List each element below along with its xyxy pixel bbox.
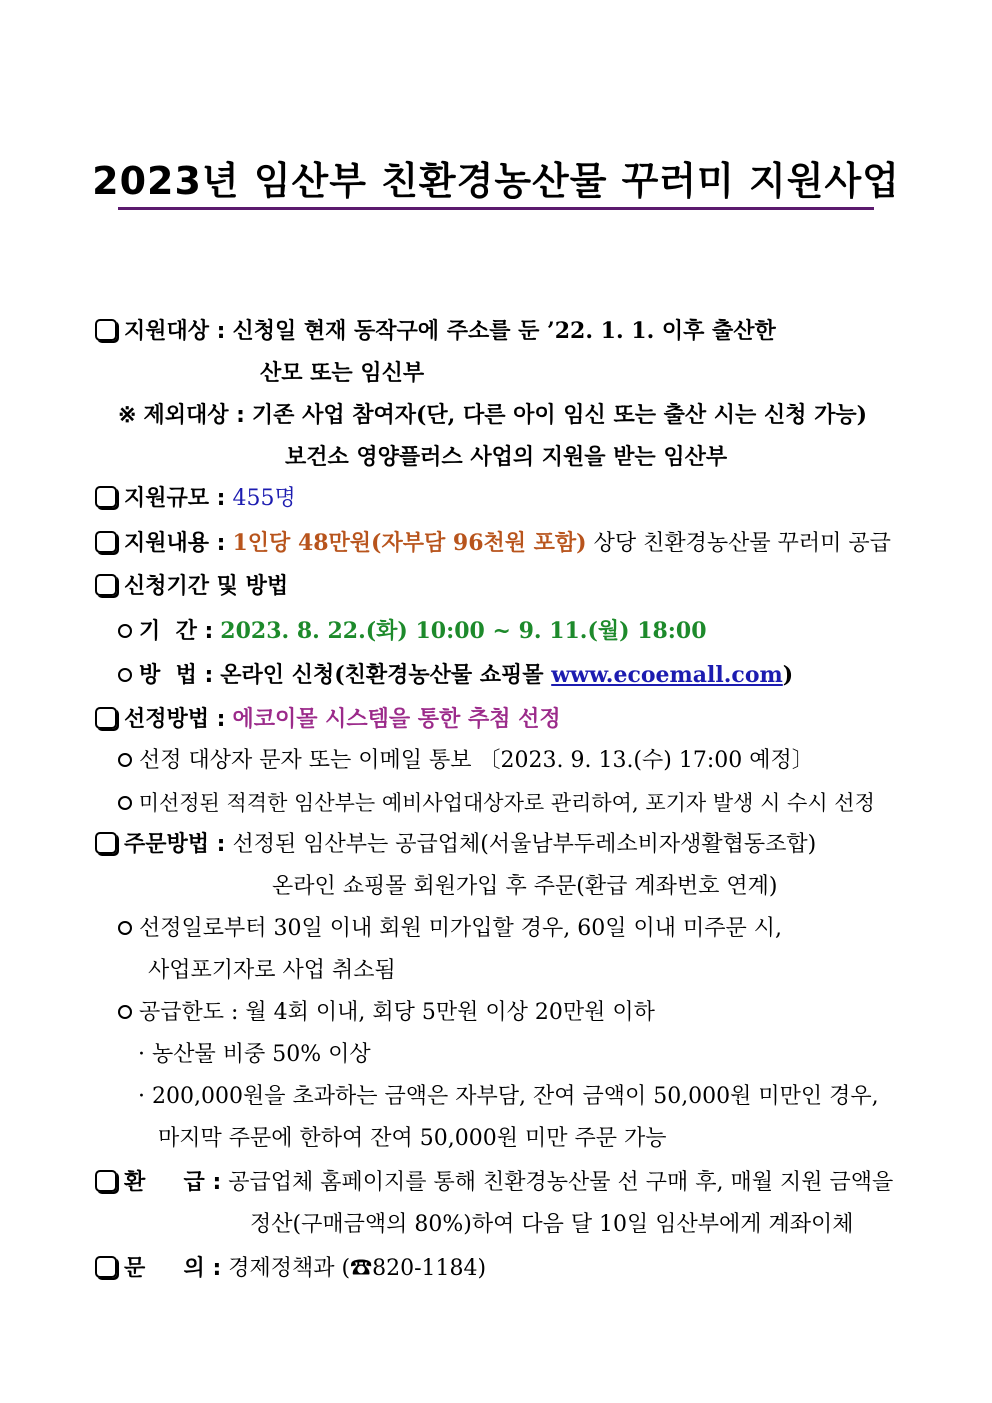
order-note2: 공급한도 : 월 4회 이내, 회당 5만원 이상 20만원 이하 bbox=[139, 1000, 655, 1025]
exclusion-row bbox=[118, 400, 867, 431]
apply-row bbox=[95, 572, 288, 602]
inquiry-value: 경제정책과 (☎820-1184) bbox=[228, 1256, 487, 1281]
target-line1: 신청일 현재 동작구에 주소를 둔 ’22. 1. 1. 이후 출산한 bbox=[232, 318, 776, 344]
checkbox-square-icon bbox=[95, 531, 117, 553]
circle-bullet-icon bbox=[118, 796, 132, 810]
order-dot1: · 농산물 비중 50% 이상 bbox=[138, 1042, 371, 1067]
selection-value: 에코이몰 시스템을 통한 추첨 선정 bbox=[232, 706, 561, 732]
order-label: 주문방법 : bbox=[124, 832, 226, 857]
title-underline bbox=[118, 207, 874, 210]
refund-row bbox=[95, 1168, 893, 1198]
refund-line2: 정산(구매금액의 80%)하여 다음 달 10일 임산부에게 계좌이체 bbox=[250, 1212, 854, 1237]
order-row bbox=[95, 830, 816, 860]
selection-row bbox=[95, 704, 561, 735]
content-highlight: 1인당 48만원(자부담 96천원 포함) bbox=[232, 530, 587, 556]
selection-note1-row bbox=[118, 746, 814, 776]
exclusion-label: 제외대상 : bbox=[143, 403, 245, 428]
order-dot2b: 마지막 주문에 한하여 잔여 50,000원 미만 주문 가능 bbox=[158, 1126, 667, 1151]
scale-row bbox=[95, 484, 296, 514]
circle-bullet-icon bbox=[118, 668, 132, 682]
order-line1: 선정된 임산부는 공급업체(서울남부두레소비자생활협동조합) bbox=[232, 832, 817, 857]
order-note2-row bbox=[118, 998, 655, 1028]
selection-note1: 선정 대상자 문자 또는 이메일 통보 〔2023. 9. 13.(수) 17:00 예정〕 bbox=[139, 748, 814, 773]
method-prefix: 온라인 신청(친환경농산물 쇼핑몰 bbox=[220, 662, 552, 688]
exclusion-line1: 기존 사업 참여자(단, 다른 아이 임신 또는 출산 시는 신청 가능) bbox=[251, 402, 868, 428]
circle-bullet-icon bbox=[118, 753, 132, 767]
selection-label: 선정방법 : bbox=[124, 707, 226, 732]
checkbox-square-icon bbox=[95, 574, 117, 596]
order-note1a: 선정일로부터 30일 이내 회원 미가입할 경우, 60일 이내 미주문 시, bbox=[139, 916, 782, 941]
order-note1-row bbox=[118, 914, 782, 944]
scale-value: 455명 bbox=[232, 486, 296, 511]
method-row bbox=[118, 660, 793, 691]
inquiry-row bbox=[95, 1254, 486, 1284]
target-label: 지원대상 : bbox=[124, 319, 226, 344]
checkbox-square-icon bbox=[95, 1170, 117, 1192]
scale-label: 지원규모 : bbox=[124, 486, 226, 511]
selection-note2: 미선정된 적격한 임산부는 예비사업대상자로 관리하여, 포기자 발생 시 수시 선정 bbox=[138, 791, 875, 815]
checkbox-square-icon bbox=[95, 1256, 117, 1278]
order-line2: 온라인 쇼핑몰 회원가입 후 주문(환급 계좌번호 연계) bbox=[272, 874, 778, 899]
circle-bullet-icon bbox=[118, 1005, 132, 1019]
refund-label: 환 급 : bbox=[124, 1170, 222, 1195]
checkbox-square-icon bbox=[95, 832, 117, 854]
method-label: 방 법 : bbox=[139, 663, 214, 688]
refund-line1: 공급업체 홈페이지를 통해 친환경농산물 선 구매 후, 매월 지원 금액을 bbox=[228, 1170, 894, 1195]
method-suffix: ) bbox=[782, 662, 794, 688]
period-row bbox=[118, 616, 707, 647]
target-line2: 산모 또는 임신부 bbox=[260, 360, 425, 386]
order-note1b: 사업포기자로 사업 취소됨 bbox=[148, 958, 396, 983]
circle-bullet-icon bbox=[118, 921, 132, 935]
apply-label: 신청기간 및 방법 bbox=[124, 574, 289, 599]
content-row bbox=[95, 528, 891, 559]
checkbox-square-icon bbox=[95, 319, 117, 341]
ecoemall-link[interactable]: www.ecoemall.com bbox=[551, 662, 783, 688]
exclusion-line2: 보건소 영양플러스 사업의 지원을 받는 임산부 bbox=[285, 444, 728, 470]
period-label: 기 간 : bbox=[139, 619, 214, 644]
circle-bullet-icon bbox=[118, 624, 132, 638]
content-label: 지원내용 : bbox=[124, 531, 226, 556]
inquiry-label: 문 의 : bbox=[124, 1256, 222, 1281]
target-row bbox=[95, 316, 776, 347]
order-dot2a: · 200,000원을 초과하는 금액은 자부담, 잔여 금액이 50,000원 미만인 경우, bbox=[138, 1084, 879, 1109]
checkbox-square-icon bbox=[95, 486, 117, 508]
reference-mark-icon: ※ bbox=[118, 402, 137, 428]
checkbox-square-icon bbox=[95, 707, 117, 729]
selection-note2-row bbox=[118, 788, 875, 818]
page-title: 2023년 임산부 친환경농산물 꾸러미 지원사업 bbox=[92, 159, 900, 203]
period-value: 2023. 8. 22.(화) 10:00 ~ 9. 11.(월) 18:00 bbox=[220, 618, 707, 644]
content-rest: 상당 친환경농산물 꾸러미 공급 bbox=[586, 531, 891, 556]
